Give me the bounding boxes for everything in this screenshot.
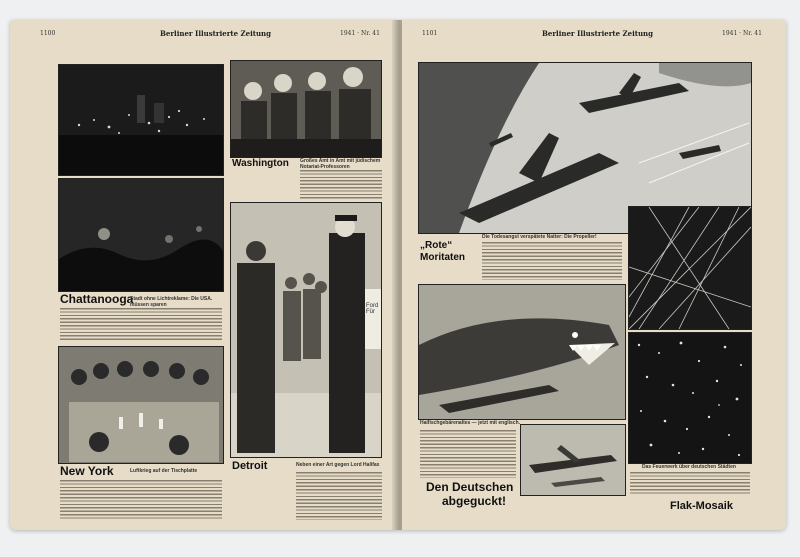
detroit-caption: Neben einer Art gegen Lord Halifax xyxy=(296,462,380,468)
left-page-number: 1100 xyxy=(40,30,56,37)
shark-mouth-plane-photo xyxy=(418,284,626,420)
rote-article-text xyxy=(482,242,622,280)
shark-article-text xyxy=(420,430,516,478)
detroit-article-text xyxy=(296,472,382,520)
detroit-crowd-photo xyxy=(230,202,382,458)
right-issue-number: 1941 · Nr. 41 xyxy=(722,30,762,37)
chattanooga-title: Chattanooga xyxy=(60,292,134,306)
left-masthead: Berliner Illustrierte Zeitung xyxy=(160,29,272,38)
rote-title-line1: „Rote“ xyxy=(420,240,453,251)
deutschen-title-line1: Den Deutschen xyxy=(426,480,514,494)
fighter-planes-photo xyxy=(520,424,626,496)
deutschen-title-line2: abgeguckt! xyxy=(442,494,507,508)
right-page-number: 1101 xyxy=(422,30,438,37)
left-magazine-page xyxy=(10,20,402,530)
chattanooga-night-photo xyxy=(58,178,224,292)
aircraft-caption: Die Todesangst verspätete Natter: Die Propeller! xyxy=(482,234,597,240)
chattanooga-caption: Stadt ohne Lichtreklame: Die USA. müssen sparen xyxy=(130,296,213,308)
washington-group-photo xyxy=(230,60,382,158)
washington-caption: Großes Amt in Amt mit jüdischem Notariat-Professoren xyxy=(300,158,381,170)
ford-sign-text: Ford Für xyxy=(366,303,379,315)
new-york-caption: Luftkrieg auf der Tischplatte xyxy=(130,468,198,474)
right-masthead: Berliner Illustrierte Zeitung xyxy=(542,29,654,38)
washington-article-text xyxy=(300,170,382,200)
flak-article-text xyxy=(630,472,750,494)
right-magazine-page xyxy=(402,20,786,530)
flak-firework-photo xyxy=(628,332,752,464)
new-york-title: New York xyxy=(60,464,114,478)
left-issue-number: 1941 · Nr. 41 xyxy=(340,30,380,37)
rote-title-line2: Moritaten xyxy=(420,252,465,263)
chattanooga-city-photo xyxy=(58,64,224,176)
flak-mosaic-title: Flak-Mosaik xyxy=(670,500,733,512)
tracer-fire-photo xyxy=(628,206,752,330)
washington-title: Washington xyxy=(232,158,289,169)
firework-caption: Das Feuerwerk über deutschen Städten xyxy=(642,464,736,470)
chattanooga-article-text xyxy=(60,308,222,342)
detroit-title: Detroit xyxy=(232,460,268,472)
new-york-article-text xyxy=(60,480,222,520)
shark-caption: Haifischgebärenaltes — jetzt mit englisch. xyxy=(420,420,521,426)
new-york-table-photo xyxy=(58,346,224,464)
